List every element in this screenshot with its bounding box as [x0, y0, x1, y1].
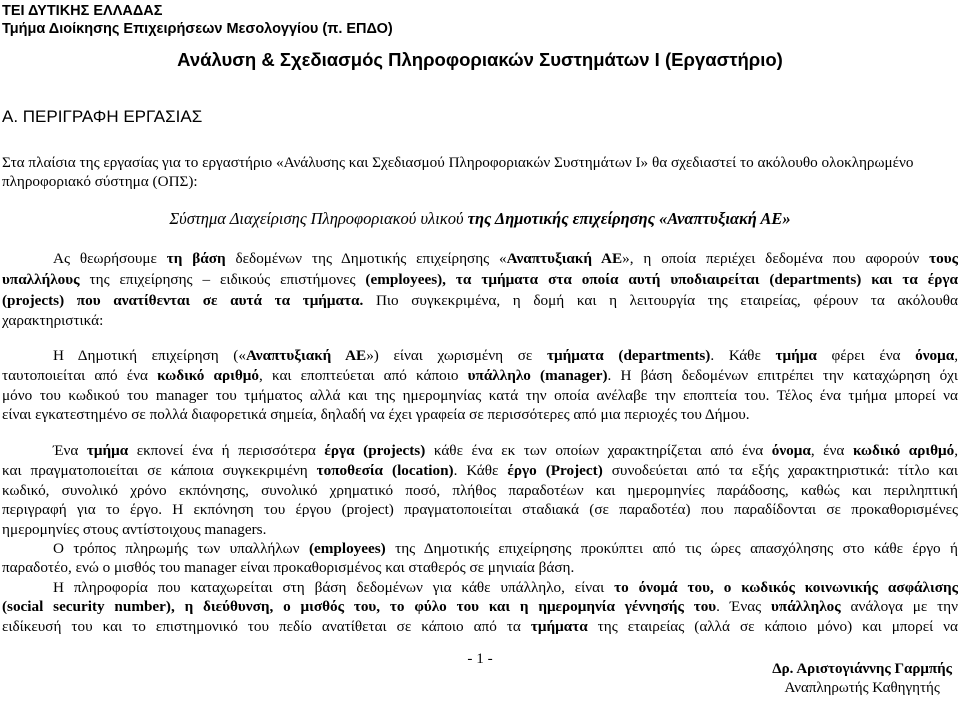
section-title: Α. ΠΕΡΙΓΡΑΦΗ ΕΡΓΑΣΙΑΣ: [2, 107, 203, 126]
p1-line-4: χαρακτηριστικά:: [2, 312, 104, 329]
author-title: Αναπληρωτής Καθηγητής: [784, 680, 940, 696]
p2-line-1: Η Δημοτική επιχείρηση («Αναπτυξιακή ΑΕ») είναι χωρισμένη σε τμήματα (departments). Κάθε τμήμα φέρει ένα όνομα,: [53, 347, 958, 364]
department-name: Τμήμα Διοίκησης Επιχειρήσεων Μεσολογγίου (π. ΕΠΔΟ): [2, 21, 393, 37]
course-title: Ανάλυση & Σχεδιασμός Πληροφοριακών Συστημάτων Ι (Εργαστήριο): [177, 49, 783, 70]
author-name: Δρ. Αριστογιάννης Γαρμπής: [772, 661, 952, 677]
institution-name: ΤΕΙ ΔΥΤΙΚΗΣ ΕΛΛΑΔΑΣ: [2, 3, 163, 19]
p1-line-3: (projects) που ανατίθενται σε αυτά τα τμήματα. Πιο συγκεκριμένα, η δομή και η λειτουργία της εταιρείας, φέρουν τα ακόλουθα: [2, 292, 958, 309]
p2-line-3: μόνο του κωδικού του manager του τμήματος αλλά και της ημερομηνίας κατά την οποία ανέλαβε την εποπτεία του. Τέλος ένα τμήμα μπορεί να: [2, 387, 958, 404]
intro-line-1: Στα πλαίσια της εργασίας για το εργαστήριο «Ανάλυσης και Σχεδιασμού Πληροφοριακών Συστημάτων Ι» θα σχεδιαστεί το ακόλουθο ολοκληρωμένο: [2, 154, 914, 171]
p3-line-5: ημερομηνίες στους αντίστοιχους managers.: [2, 521, 267, 538]
p3-line-7: παραδοτέο, ενώ ο μισθός του manager είναι προκαθορισμένος και σταθερός σε μηνιαία βάση.: [2, 559, 575, 576]
p1-line-2: υπαλλήλους της επιχείρησης – ειδικούς επιστήμονες (employees), τα τμήματα στα οποία αυτή υποδιαιρείται (departments) και τα έργα: [2, 271, 958, 288]
p3-line-4: περιγραφή για το έργο. Η εκπόνηση του έργου (project) πραγματοποιείται σταδιακά (σε παραδοτέα) που παραδίδονται σε προκαθορισμένες: [2, 501, 958, 518]
system-title: Σύστημα Διαχείρισης Πληροφοριακού υλικού της Δημοτικής επιχείρησης «Αναπτυξιακή ΑΕ»: [169, 209, 791, 228]
p3-line-8: Η πληροφορία που καταχωρείται στη βάση δεδομένων για κάθε υπάλληλο, είναι το όνομά του, ο κωδικός κοινωνικής ασφάλισης: [53, 579, 958, 596]
intro-line-2: πληροφοριακό σύστημα (ΟΠΣ):: [2, 173, 198, 190]
p2-line-4: είναι εγκατεστημένο σε πολλά διαφορετικά σημεία, δηλαδή να έχει γραφεία σε περισσότερες από μια περιοχές του Δήμου.: [2, 406, 750, 423]
p1-line-1: Ας θεωρήσουμε τη βάση δεδομένων της Δημοτικής επιχείρησης «Αναπτυξιακή ΑΕ», η οποία περιέχει δεδομένα που αφορούν τους: [53, 250, 958, 267]
p2-line-2: ταυτοποιείται από ένα κωδικό αριθμό, και εποπτεύεται από κάποιο υπάλληλο (manager). Η βάση δεδομένων επιτρέπει την καταχώρηση όχι: [2, 367, 958, 384]
p3-line-6: Ο τρόπος πληρωμής των υπαλλήλων (employees) της Δημοτικής επιχείρησης προκύπτει από τις ώρες απασχόλησης στο κάθε έργο ή: [53, 540, 958, 557]
p3-line-10: ειδίκευσή του και το επιστημονικό του πεδίο ανατίθεται σε κάποιο από τα τμήματα της εταιρείας (αλλά σε κάποιο μόνο) και μπορεί να: [2, 618, 958, 635]
p3-line-3: κωδικό, συνολικό χρόνο εκπόνησης, συνολικό χρηματικό ποσό, πλήθος παραδοτέων και ημερομηνίες παράδοσης, καθώς και περιληπτική: [2, 482, 958, 499]
p3-line-2: και πραγματοποιείται σε κάποια συγκεκριμένη τοποθεσία (location). Κάθε έργο (Project) συνοδεύεται από τα εξής χαρακτηριστικά: τίτλο και: [2, 462, 958, 479]
p3-line-9: (social security number), η διεύθυνση, ο μισθός του, το φύλο του και η ημερομηνία γέννησής του. Ένας υπάλληλος ανάλογα με την: [2, 598, 958, 615]
signature-block: [772, 660, 952, 698]
page-number: - 1 -: [467, 650, 493, 667]
p3-line-1: Ένα τμήμα εκπονεί ένα ή περισσότερα έργα (projects) κάθε ένα εκ των οποίων χαρακτηρίζεται από ένα όνομα, ένα κωδικό αριθμό,: [53, 442, 958, 459]
